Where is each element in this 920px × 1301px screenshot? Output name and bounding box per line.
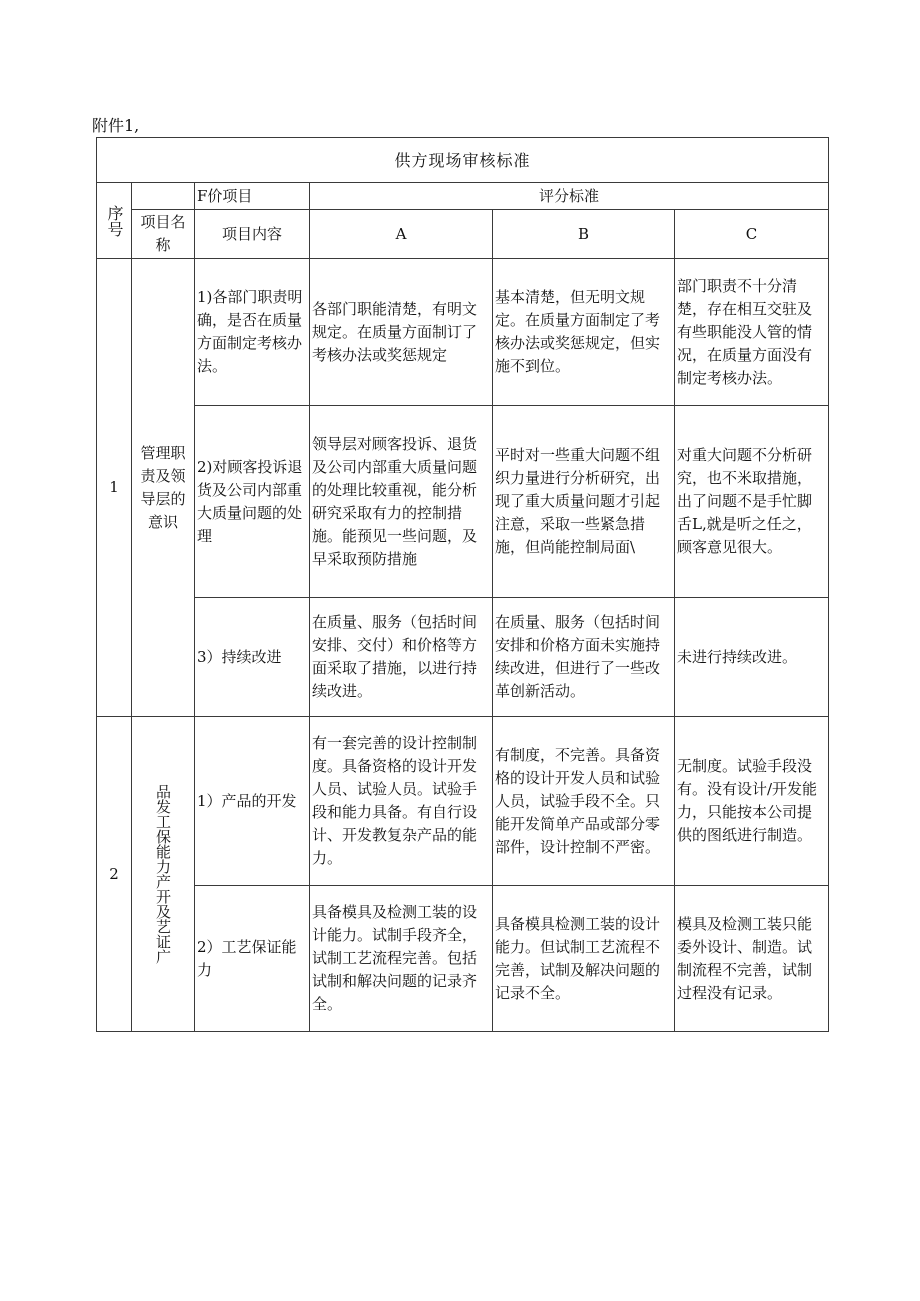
col-scoring-header: 评分标准 <box>310 183 829 210</box>
table-row <box>97 406 829 598</box>
item-content: 2）工艺保证能力 <box>195 886 310 1032</box>
group-seq: 1 <box>97 259 132 717</box>
item-content: 1）产品的开发 <box>195 717 310 886</box>
header-row-2 <box>97 210 829 259</box>
grade-a-cell: 有一套完善的设计控制制度。具备资格的设计开发人员、试验人员。试验手段和能力具备。有自行设计、开发教复杂产品的能力。 <box>310 717 493 886</box>
header-row-1 <box>97 183 829 210</box>
grade-c-cell: 未进行持续改进。 <box>675 598 829 717</box>
col-seq-label: 序号 <box>105 204 124 237</box>
table-row <box>97 886 829 1032</box>
grade-b-cell: 具备模具检测工装的设计能力。但试制工艺流程不完善，试制及解决问题的记录不全。 <box>493 886 675 1032</box>
table-row <box>97 717 829 886</box>
attachment-label: 附件1, <box>92 116 140 135</box>
group-name: 品发工保能力产开及艺证广 <box>154 784 172 964</box>
grade-c-cell: 对重大问题不分析研究，也不米取措施，出了问题不是手忙脚舌L,就是听之任之，顾客意见很大。 <box>675 406 829 598</box>
grade-b-cell: 基本清楚，但无明文规定。在质量方面制定了考核办法或奖惩规定，但实施不到位。 <box>493 259 675 406</box>
grade-a-cell: 领导层对顾客投诉、退货及公司内部重大质量问题的处理比较重视，能分析研究采取有力的控制措施。能预见一些问题，及早采取预防措施 <box>310 406 493 598</box>
group-name: 管理职责及领导层的意识 <box>132 259 195 717</box>
grade-c-cell: 无制度。试验手段没有。没有设计/开发能力，只能按本公司提供的图纸进行制造。 <box>675 717 829 886</box>
grade-a-cell: 具备模具及检测工装的设计能力。试制手段齐全，试制工艺流程完善。包括试制和解决问题的记录齐全。 <box>310 886 493 1032</box>
grade-b-cell: 有制度，不完善。具备资格的设计开发人员和试验人员，试验手段不全。只能开发简单产品或部分零部件，设计控制不严密。 <box>493 717 675 886</box>
table-row <box>97 598 829 717</box>
col-item-content-header: 项目内容 <box>195 210 310 259</box>
item-content: 2)对顾客投诉退货及公司内部重大质量问题的处理 <box>195 406 310 598</box>
grade-b-cell: 平时对一些重大问题不组织力量进行分析研究，出现了重大质量问题才引起注意，采取一些紧急措施，但尚能控制局面\ <box>493 406 675 598</box>
table-row <box>97 259 829 406</box>
grade-c-cell: 模具及检测工装只能委外设计、制造。试制流程不完善，试制过程没有记录。 <box>675 886 829 1032</box>
table-title: 供方现场审核标准 <box>97 138 829 183</box>
item-content: 3）持续改进 <box>195 598 310 717</box>
grade-a-cell: 在质量、服务（包括时间安排、交付）和价格等方面采取了措施，以进行持续改进。 <box>310 598 493 717</box>
group-name-cell <box>132 717 195 1032</box>
item-content: 1)各部门职责明确，是否在质量方面制定考核办法。 <box>195 259 310 406</box>
title-row <box>97 138 829 183</box>
header-blank <box>132 183 195 210</box>
col-eval-items-header: F价项目 <box>195 183 310 210</box>
grade-a-cell: 各部门职能清楚，有明文规定。在质量方面制订了考核办法或奖惩规定 <box>310 259 493 406</box>
group-seq: 2 <box>97 717 132 1032</box>
grade-c-cell: 部门职责不十分清楚，存在相互交驻及有些职能没人管的情况，在质量方面没有制定考核办法。 <box>675 259 829 406</box>
col-item-name-header: 项目名称 <box>132 210 195 259</box>
col-b-header: B <box>493 210 675 259</box>
audit-standard-table <box>96 137 829 1032</box>
col-a-header: A <box>310 210 493 259</box>
col-seq-header <box>97 183 132 259</box>
col-c-header: C <box>675 210 829 259</box>
grade-b-cell: 在质量、服务（包括时间安排和价格方面未实施持续改进，但进行了一些改革创新活动。 <box>493 598 675 717</box>
